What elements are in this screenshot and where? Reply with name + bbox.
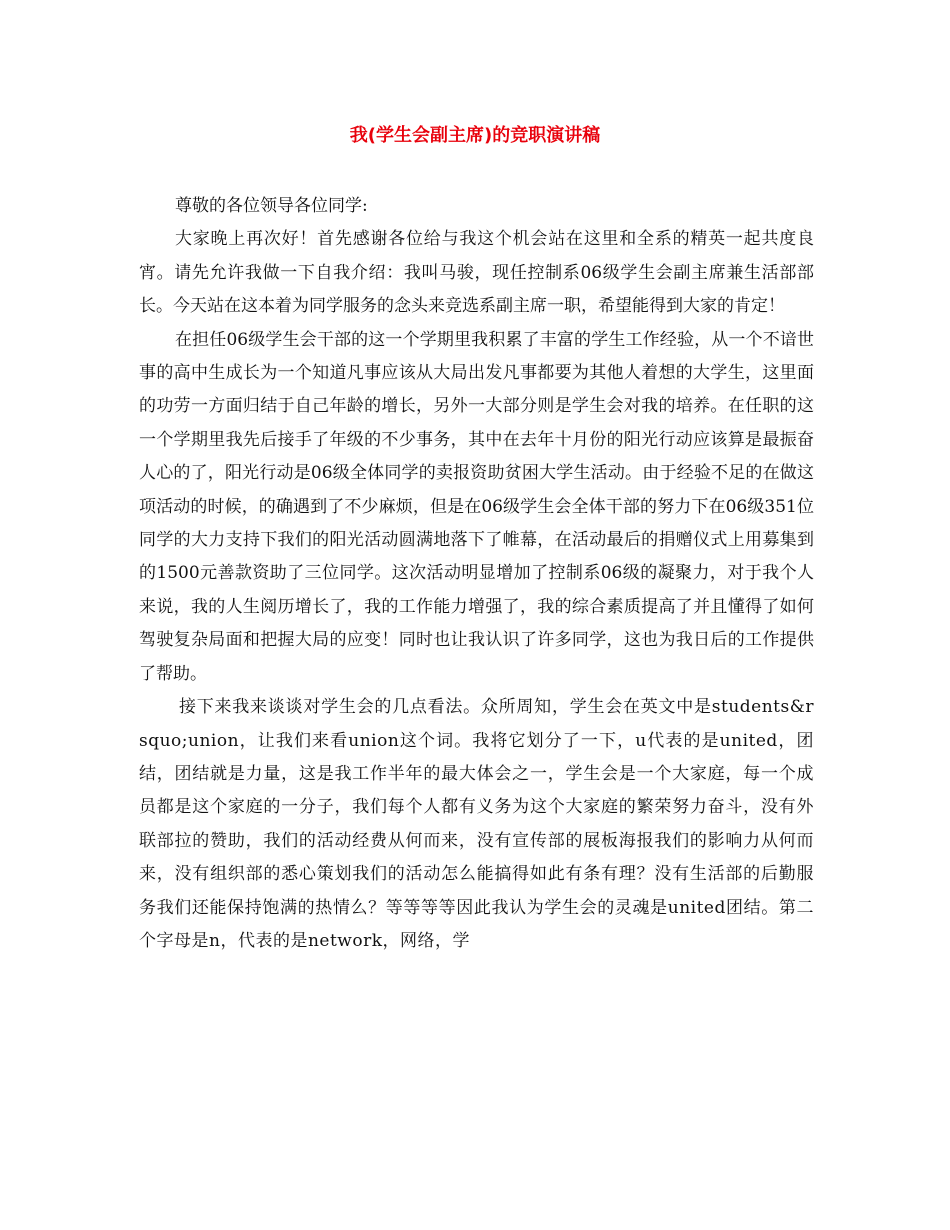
document-body bbox=[139, 190, 814, 958]
paragraph-student-union-views: 接下来我来谈谈对学生会的几点看法。众所周知，学生会在英文中是students&rsquo;union，让我们来看union这个词。我将它划分了一下，u代表的是united，团结，团结就是力量，这是我工作半年的最大体会之一，学生会是一个大家庭，每一个成员都是这个家庭的一分子，我们每个人都有义务为这个大家庭的繁荣努力奋斗，没有外联部拉的赞助，我们的活动经费从何而来，没有宣传部的展板海报我们的影响力从何而来，没有组织部的悉心策划我们的活动怎么能搞得如此有条有理？没有生活部的后勤服务我们还能保持饱满的热情么？等等等等因此我认为学生会的灵魂是united团结。第二个字母是n，代表的是network，网络，学 bbox=[139, 697, 814, 951]
paragraph-experience: 在担任06级学生会干部的这一个学期里我积累了丰富的学生工作经验，从一个不谙世事的高中生成长为一个知道凡事应该从大局出发凡事都要为其他人着想的大学生，这里面的功劳一方面归结于自己年龄的增长，另外一大部分则是学生会对我的培养。在任职的这一个学期里我先后接手了年级的不少事务，其中在去年十月份的阳光行动应该算是最振奋人心的了，阳光行动是06级全体同学的卖报资助贫困大学生活动。由于经验不足的在做这项活动的时候，的确遇到了不少麻烦，但是在06级学生会全体干部的努力下在06级351位同学的大力支持下我们的阳光活动圆满地落下了帷幕，在活动最后的捐赠仪式上用募集到的1500元善款资助了三位同学。这次活动明显增加了控制系06级的凝聚力，对于我个人来说，我的人生阅历增长了，我的工作能力增强了，我的综合素质提高了并且懂得了如何驾驶复杂局面和把握大局的应变！同时也让我认识了许多同学，这也为我日后的工作提供了帮助。 bbox=[139, 329, 814, 684]
paragraph-introduction: 大家晚上再次好！首先感谢各位给与我这个机会站在这里和全系的精英一起共度良宵。请先允许我做一下自我介绍：我叫马骏，现任控制系06级学生会副主席兼生活部部长。今天站在这本着为同学服务的念头来竞选系副主席一职，希望能得到大家的肯定！ bbox=[139, 229, 814, 317]
salutation: 尊敬的各位领导各位同学: bbox=[175, 196, 368, 216]
document-title: 我(学生会副主席)的竞职演讲稿 bbox=[349, 125, 601, 146]
